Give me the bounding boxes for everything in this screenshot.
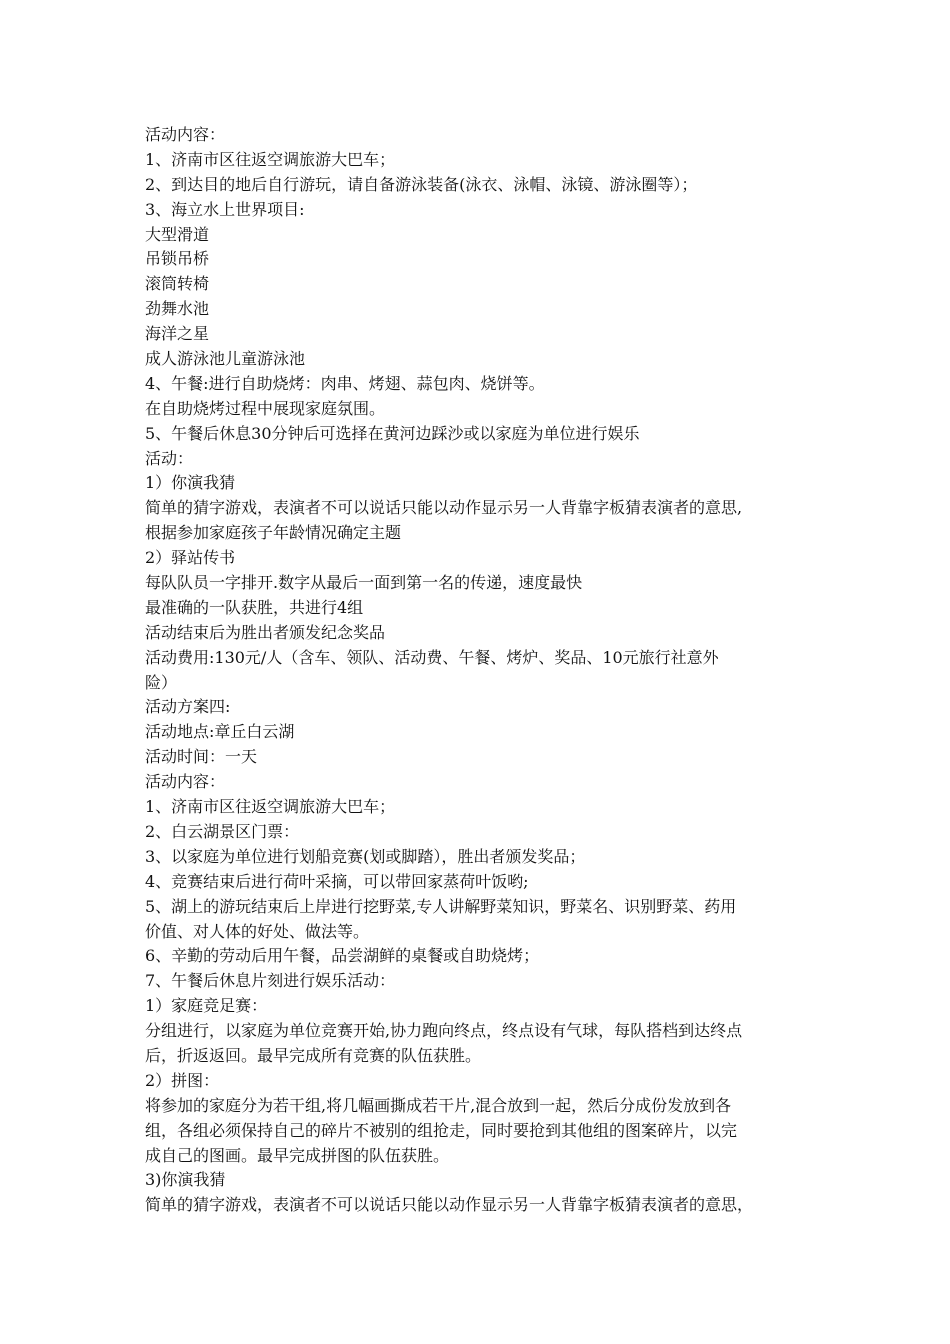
text-line: 活动方案四: bbox=[145, 697, 231, 717]
text-line: 将参加的家庭分为若干组,将几幅画撕成若干片,混合放到一起，然后分成份发放到各 bbox=[145, 1095, 732, 1115]
text-line: 海洋之星 bbox=[145, 324, 210, 344]
text-line: 活动内容： bbox=[145, 125, 226, 144]
text-line: 活动费用:130元/人（含车、领队、活动费、午餐、烤炉、奖品、10元旅行社意外 bbox=[145, 647, 719, 667]
text-line: 1）家庭竞足赛： bbox=[145, 996, 268, 1016]
text-line: 2、到达目的地后自行游玩，请自备游泳装备(泳衣、泳帽、泳镜、游泳圈等）； bbox=[145, 174, 698, 194]
text-line: 分组进行，以家庭为单位竞赛开始,协力跑向终点，终点设有气球，每队搭档到达终点 bbox=[145, 1021, 743, 1041]
text-line: 险） bbox=[145, 672, 178, 692]
text-line: 组，各组必须保持自己的碎片不被别的组抢走，同时要抢到其他组的图案碎片，以完 bbox=[145, 1120, 738, 1140]
text-line: 活动内容： bbox=[145, 772, 226, 792]
text-line: 每队队员一字排开.数字从最后一面到第一名的传递，速度最快 bbox=[145, 573, 583, 593]
text-line: 5、午餐后休息30分钟后可选择在黄河边踩沙或以家庭为单位进行娱乐 bbox=[145, 423, 640, 443]
text-line: 2、白云湖景区门票： bbox=[145, 821, 300, 841]
text-line: 1）你演我猜 bbox=[145, 473, 236, 493]
text-line: 3)你演我猜 bbox=[145, 1170, 226, 1190]
text-line: 3、以家庭为单位进行划船竞赛(划或脚踏），胜出者颁发奖品； bbox=[145, 846, 586, 866]
text-line: 大型滑道 bbox=[145, 224, 210, 244]
text-line: 最准确的一队获胜，共进行4组 bbox=[145, 597, 364, 617]
text-line: 活动： bbox=[145, 448, 194, 468]
text-line: 2）驿站传书 bbox=[145, 548, 236, 568]
text-line: 7、午餐后休息片刻进行娱乐活动： bbox=[145, 971, 396, 991]
text-line: 根据参加家庭孩子年龄情况确定主题 bbox=[145, 523, 402, 543]
text-line: 5、湖上的游玩结束后上岸进行挖野菜,专人讲解野菜知识，野菜名、识别野菜、药用 bbox=[145, 896, 737, 916]
text-line: 1、济南市区往返空调旅游大巴车； bbox=[145, 797, 396, 817]
text-line: 在自助烧烤过程中展现家庭氛围。 bbox=[145, 398, 386, 418]
text-line: 成自己的图画。最早完成拼图的队伍获胜。 bbox=[145, 1145, 450, 1165]
text-line: 简单的猜字游戏，表演者不可以说话只能以动作显示另一人背靠字板猜表演者的意思, bbox=[145, 498, 743, 518]
text-line: 简单的猜字游戏，表演者不可以说话只能以动作显示另一人背靠字板猜表演者的意思， bbox=[145, 1195, 754, 1215]
text-line: 活动结束后为胜出者颁发纪念奖品 bbox=[145, 622, 386, 642]
text-line: 价值、对人体的好处、做法等。 bbox=[145, 921, 370, 941]
text-line: 6、辛勤的劳动后用午餐，品尝湖鲜的桌餐或自助烧烤； bbox=[145, 946, 540, 966]
text-line: 3、海立水上世界项目: bbox=[145, 199, 305, 219]
text-line: 4、午餐:进行自助烧烤：肉串、烤翅、蒜包肉、烧饼等。 bbox=[145, 373, 545, 393]
text-line: 吊锁吊桥 bbox=[145, 249, 210, 269]
text-line: 2）拼图： bbox=[145, 1070, 220, 1090]
text-line: 1、济南市区往返空调旅游大巴车； bbox=[145, 149, 396, 169]
text-line: 成人游泳池儿童游泳池 bbox=[145, 349, 306, 369]
document-body bbox=[145, 123, 810, 1218]
text-line: 后，折返返回。最早完成所有竞赛的队伍获胜。 bbox=[145, 1045, 482, 1065]
text-line: 4、竞赛结束后进行荷叶采摘，可以带回家蒸荷叶饭哟; bbox=[145, 871, 529, 891]
text-line: 滚筒转椅 bbox=[145, 274, 210, 294]
text-line: 活动时间：一天 bbox=[145, 747, 258, 767]
text-line: 劲舞水池 bbox=[145, 299, 210, 319]
text-line: 活动地点:章丘白云湖 bbox=[145, 722, 295, 742]
